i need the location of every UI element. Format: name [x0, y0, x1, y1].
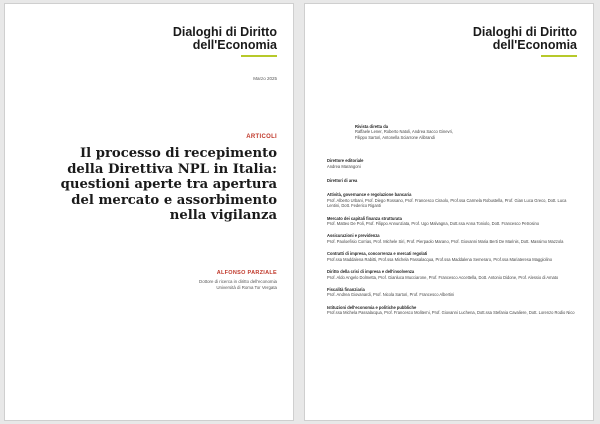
area-members: Prof. Andrea Giovanardi, Prof. Nicola Sartori, Prof. Francesco Albertini [327, 292, 455, 298]
right-page [304, 3, 594, 421]
author-name: ALFONSO PARZIALE [216, 270, 277, 276]
accent-line [241, 55, 277, 57]
area-block [327, 251, 577, 262]
areas-label: Direttori di area [327, 178, 358, 184]
journal-title-line2: dell'Economia [492, 38, 577, 52]
area-title: Assicurazioni e previdenza [327, 233, 380, 239]
editorial-name: Andrea Marangoni [327, 163, 361, 169]
area-block [327, 233, 577, 244]
journal-title-line1: Dialoghi di Diritto [472, 25, 577, 39]
area-members: Prof. Paoloefisio Corrias, Prof. Michele Siri, Prof. Pierpaolo Marano, Prof. Giovanni Maria Berti De Marinis, Dott. Massimo Mazzola [327, 238, 564, 244]
accent-line [541, 55, 577, 57]
area-members: Prof. Aldo Angelo Dolmetta, Prof. Gianluca Mucciarone, Prof. Francesco Accettella, Dott. Antonio Didone, Prof. Alessio di Amato [327, 274, 559, 280]
area-title: Diritto della crisi di impresa e dell'insolvenza [327, 269, 415, 275]
article-title: Il processo di recepimento della Direttiva NPL in Italia: questioni aperte tra apertura del mercato e assorbimento nella vigilanza [60, 146, 277, 223]
affiliation-line2: Università di Roma Tor Vergata [216, 285, 277, 290]
affiliation-line1: Dottore di ricerca in diritto dell'economia [199, 279, 277, 284]
editorial-director-block [327, 158, 577, 169]
areas-heading [327, 178, 577, 183]
direction-block [355, 124, 577, 140]
journal-title-line1: Dialoghi di Diritto [172, 25, 277, 39]
direction-label: Rivista diretta da [355, 124, 388, 129]
editorial-board [327, 124, 577, 323]
area-block [327, 216, 577, 227]
area-members: Prof.ssa Maddalena Rabitti, Prof.ssa Michela Passalacqua, Prof.ssa Maddalena Semeraro, Prof.ssa Mariateresa Maggiolino [327, 256, 553, 262]
area-title: Fiscalità finanziaria [327, 286, 365, 292]
journal-title [173, 26, 277, 52]
editorial-label: Direttore editoriale [327, 158, 364, 164]
section-label: ARTICOLI [246, 134, 277, 140]
area-members: Prof. Matteo De Poli, Prof. Filippo Annunziata, Prof. Ugo Malvagna, Dott.ssa Anna Toniolo, Dott. Francesco Petrosino [327, 221, 539, 227]
area-title: Attività, governance e regolazione bancaria [327, 192, 412, 198]
issue-date: Marzo 2025 [253, 76, 277, 81]
area-block [327, 192, 577, 208]
area-title: Mercato dei capitali finanza strutturata [327, 215, 402, 221]
area-members: Prof.ssa Michela Passalacqua, Prof. Francesco Moliterni, Prof. Giovanni Luchena, Dott.ssa Stefania Cavaliere, Dott. Lorenzo Rodio Nico [327, 310, 575, 316]
area-title: Istituzioni dell'economia e politiche pubbliche [327, 304, 417, 310]
area-title: Contratti di impresa, concorrenza e mercati regolati [327, 251, 428, 257]
area-block [327, 269, 577, 280]
journal-title [473, 26, 577, 52]
area-block [327, 305, 577, 316]
direction-line2: Filippo Sartori, Antonella Sciarrone Alibrandi [355, 134, 435, 140]
journal-title-line2: dell'Economia [192, 38, 277, 52]
author-affiliation [199, 279, 277, 291]
left-page [4, 3, 294, 421]
area-members: Prof. Alberto Urbani, Prof. Diego Rossano, Prof. Francesco Ciraolo, Prof.ssa Carmela Robustella, Prof. Gian Luca Greco, Dott. Luca Lentini, Dott. Federico Riganti [327, 197, 567, 209]
area-block [327, 287, 577, 298]
direction-line1: Raffaele Lener, Roberto Natoli, Andrea Sacco Ginevri, [355, 129, 454, 135]
